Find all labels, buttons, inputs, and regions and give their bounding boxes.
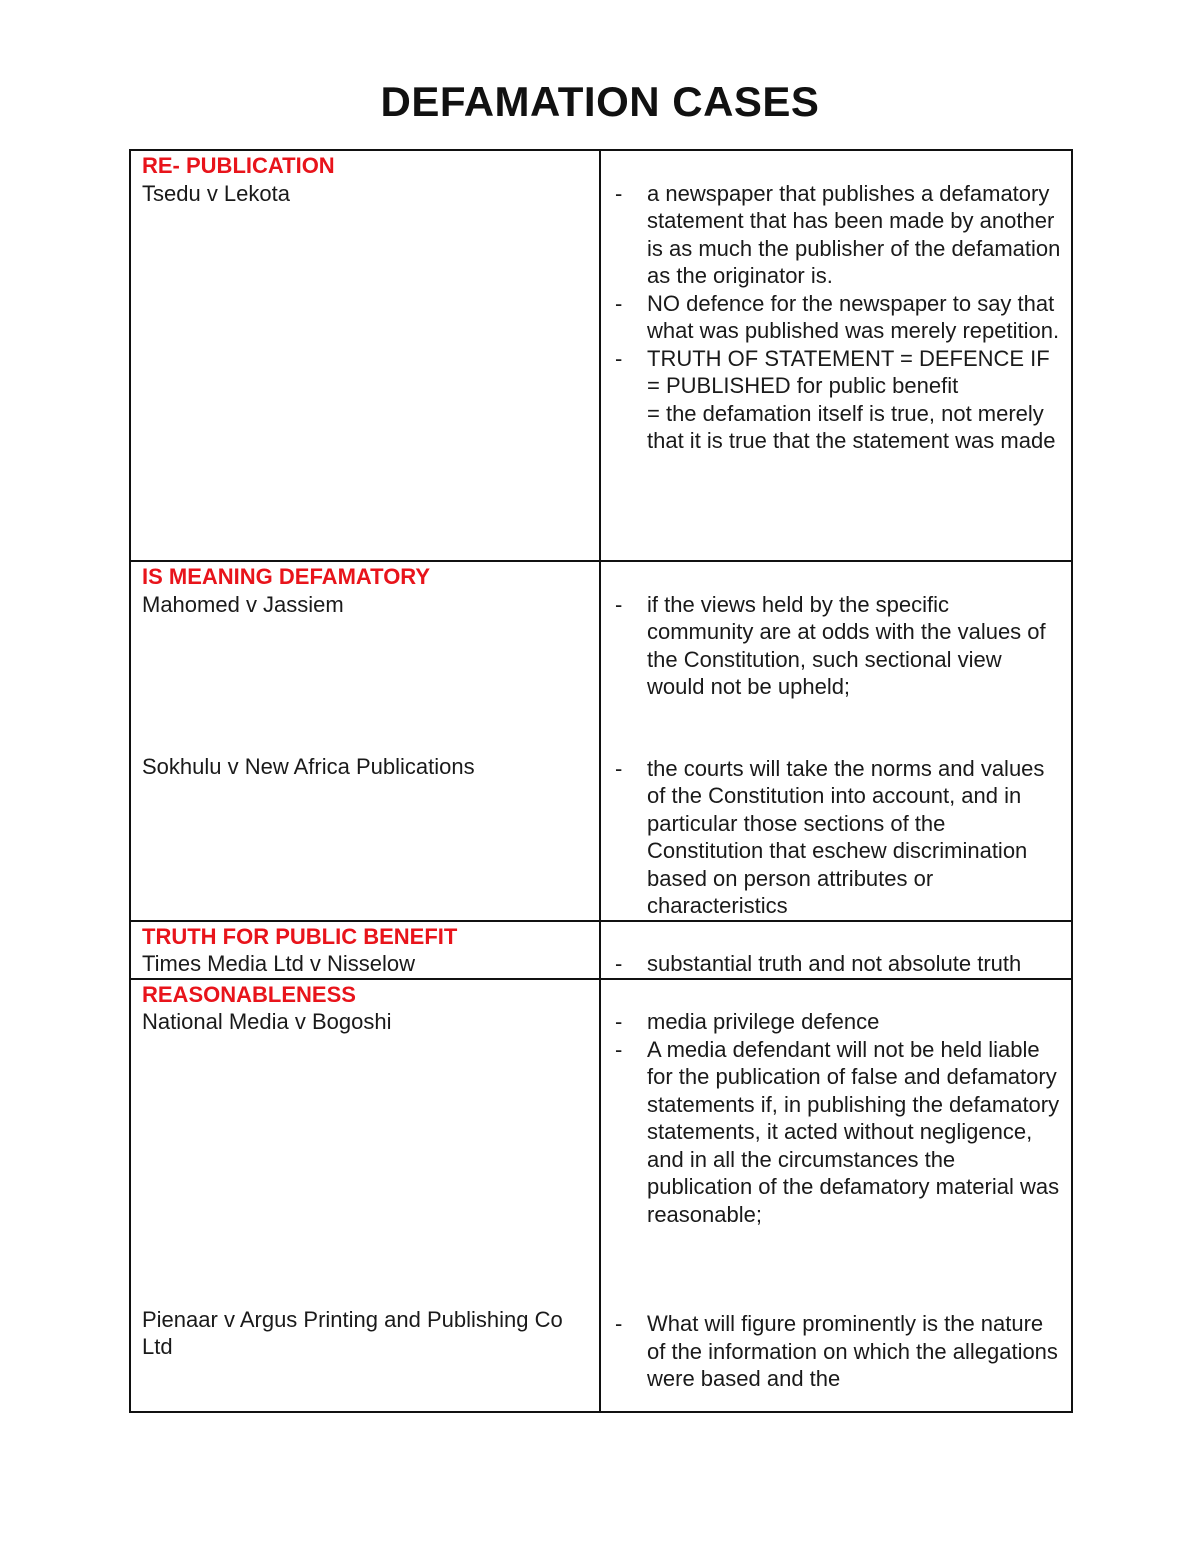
continuation-line: = PUBLISHED for public benefit <box>647 373 959 398</box>
case-cell <box>130 921 600 979</box>
case-cell <box>130 561 600 921</box>
case-name: Mahomed v Jassiem <box>142 591 344 617</box>
case-name: Sokhulu v New Africa Publications <box>142 754 475 779</box>
list-item: - TRUTH OF STATEMENT = DEFENCE IF <box>613 345 1061 373</box>
principle-list <box>613 1310 1061 1393</box>
table-row <box>130 150 1072 561</box>
principle-cell <box>600 921 1072 979</box>
principle-list <box>613 591 1061 701</box>
section-heading: RE- PUBLICATION <box>142 153 335 178</box>
principle-cell <box>600 150 1072 561</box>
list-item: - substantial truth and not absolute truth <box>613 950 1061 978</box>
case-name: National Media v Bogoshi <box>142 1009 392 1034</box>
list-item: - a newspaper that publishes a defamatory statement that has been made by another is as much the publisher of the defamation as the originator is. <box>613 180 1061 290</box>
case-name: Pienaar v Argus Printing and Publishing Co Ltd <box>142 1306 563 1359</box>
section-heading: TRUTH FOR PUBLIC BENEFIT <box>142 923 458 949</box>
principle-list <box>613 180 1061 373</box>
table-row <box>130 561 1072 921</box>
list-item: - A media defendant will not be held liable for the publication of false and defamatory statements if, in publishing the defamatory statements, it acted without negligence, and in all the circumstances the publication of the defamatory material was reasonable; <box>613 1036 1061 1229</box>
page-title: DEFAMATION CASES <box>380 78 820 125</box>
case-name: Times Media Ltd v Nisselow <box>142 951 416 976</box>
list-item: - media privilege defence <box>613 1008 1061 1036</box>
list-item: - if the views held by the specific community are at odds with the values of the Constitution, such sectional view would not be upheld; <box>613 591 1061 701</box>
list-item: - NO defence for the newspaper to say that what was published was merely repetition. <box>613 290 1061 345</box>
list-item: - the courts will take the norms and values of the Constitution into account, and in particular those sections of the Constitution that eschew discrimination based on person attributes or characteristics <box>613 755 1061 920</box>
case-cell <box>130 979 600 1412</box>
principle-list <box>613 755 1061 920</box>
principle-cell <box>600 561 1072 921</box>
section-heading: REASONABLENESS <box>142 981 356 1007</box>
case-name: Tsedu v Lekota <box>142 180 290 206</box>
principle-list <box>613 950 1061 978</box>
case-cell <box>130 150 600 561</box>
table-row <box>130 921 1072 979</box>
principle-cell <box>600 979 1072 1412</box>
list-item: - What will figure prominently is the nature of the information on which the allegations were based and the <box>613 1310 1061 1393</box>
cases-table <box>129 149 1073 1413</box>
continuation-line: = the defamation itself is true, not merely that it is true that the statement was made <box>647 400 1056 453</box>
table-row <box>130 979 1072 1412</box>
section-heading: IS MEANING DEFAMATORY <box>142 564 431 589</box>
principle-list <box>613 1008 1061 1228</box>
